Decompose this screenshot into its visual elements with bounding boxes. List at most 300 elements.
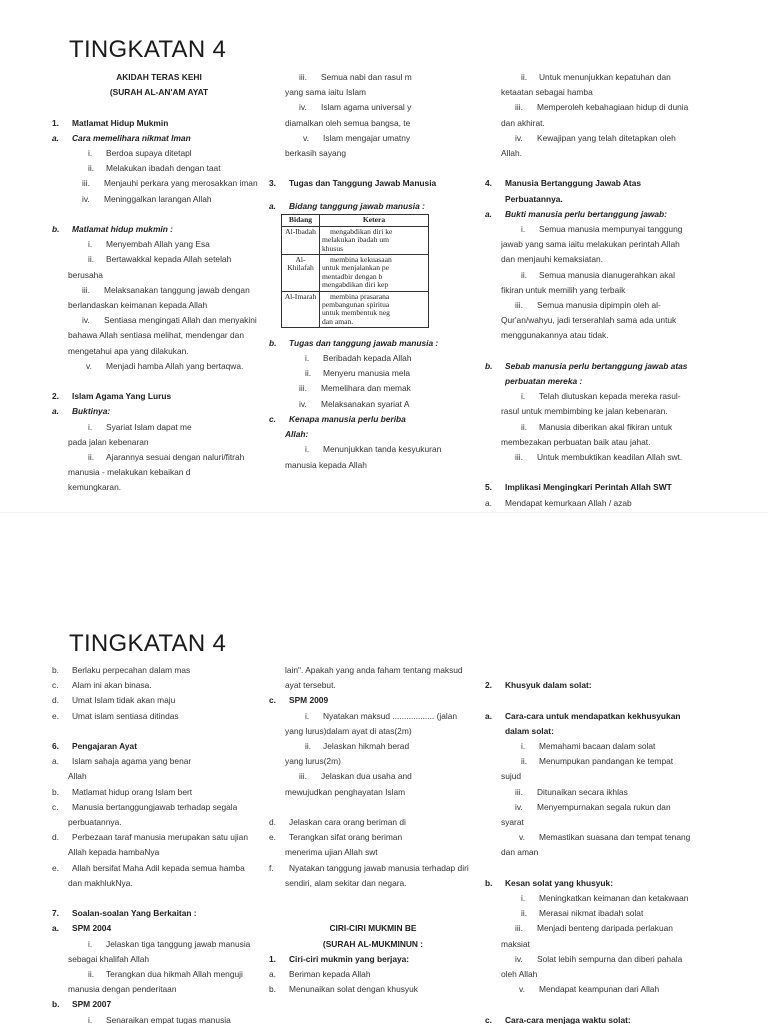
line-text: Ciri-ciri mukmin yang berjaya:	[289, 953, 410, 964]
list-item	[269, 100, 479, 115]
list-item	[52, 313, 266, 328]
line-text: manusia kepada Allah	[285, 459, 367, 470]
list-marker: v.	[303, 132, 309, 143]
list-marker: a.	[52, 923, 59, 934]
list-item	[485, 100, 700, 115]
list-marker: iii.	[515, 102, 523, 113]
line-text: Allah kepada hambaNya	[68, 847, 160, 858]
text-column-1	[52, 663, 266, 1024]
list-item	[52, 389, 266, 404]
spacer	[485, 344, 700, 359]
list-marker: 1.	[52, 117, 59, 128]
text-line	[52, 344, 266, 359]
line-text: Syariat Islam dapat me	[106, 421, 192, 432]
line-text: dalam solat:	[505, 725, 554, 736]
list-marker: d.	[52, 695, 59, 706]
list-item	[52, 176, 266, 191]
list-marker: i.	[305, 353, 310, 364]
text-line	[52, 480, 266, 495]
list-marker: b.	[52, 224, 60, 234]
list-item	[269, 442, 479, 457]
line-text: Umat Islam tidak akan maju	[72, 695, 176, 706]
list-item	[485, 176, 700, 191]
list-item	[269, 739, 477, 754]
spacer	[485, 161, 700, 176]
list-marker: iii.	[515, 300, 523, 311]
line-text: Jelaskan hikmah berad	[323, 741, 410, 752]
line-text: Manusia bertanggungjawab terhadap segala	[72, 801, 238, 812]
line-text: Berlaku perpecahan dalam mas	[72, 665, 191, 675]
list-marker: e.	[52, 710, 59, 721]
list-marker: a.	[485, 710, 492, 721]
table-cell-field: Al-Ibadah	[282, 226, 320, 254]
line-text: Allah bersifat Maha Adil kepada semua hamba	[72, 862, 245, 873]
list-item	[52, 252, 266, 267]
list-marker: e.	[52, 862, 59, 873]
list-marker: i.	[88, 1014, 93, 1024]
line-text: Bertawakkal kepada Allah setelah	[106, 254, 232, 265]
table-cell-line: membina prasarana	[330, 291, 390, 301]
list-marker: a.	[52, 406, 59, 417]
line-text: dan menjauhi kemaksiatan.	[501, 254, 603, 265]
line-text: Implikasi Mengingkari Perintah Allah SWT	[505, 482, 672, 493]
line-text: bahawa Allah sentiasa melihat, mendengar dan	[68, 330, 244, 341]
spacer	[485, 663, 700, 678]
list-item	[269, 693, 477, 708]
spacer	[52, 891, 266, 906]
line-text: Matlamat hidup mukmin :	[72, 224, 173, 234]
text-line	[52, 952, 266, 967]
list-marker: v.	[519, 832, 525, 843]
list-marker: iii.	[299, 771, 307, 782]
table-cell-description	[320, 255, 429, 292]
text-line	[269, 724, 477, 739]
list-item	[52, 800, 266, 815]
list-marker: c.	[52, 680, 59, 691]
text-line	[269, 754, 477, 769]
list-marker: a.	[485, 208, 492, 219]
page-title: TINGKATAN 4	[69, 630, 227, 657]
text-column-3	[485, 70, 700, 510]
list-marker: 6.	[52, 741, 59, 751]
line-text: Beribadah kepada Allah	[323, 353, 412, 364]
list-item	[485, 800, 700, 815]
list-marker: d.	[52, 832, 59, 843]
table-cell-line: untuk membentuk neg	[322, 308, 390, 318]
list-item	[485, 921, 700, 936]
line-text: Mendapat keampunan dari Allah	[539, 984, 660, 995]
list-marker: 2.	[52, 391, 59, 402]
text-line	[269, 427, 479, 442]
line-text: Ajarannya sesuai dengan naluri/fitrah	[106, 452, 245, 463]
list-item	[269, 412, 479, 427]
text-line	[485, 435, 700, 450]
line-text: berusaha	[68, 269, 103, 280]
line-text: pada jalan kebenaran	[68, 436, 149, 447]
line-text: Menyembah Allah yang Esa	[106, 239, 210, 250]
table-header: Ketera	[320, 215, 429, 226]
list-item	[269, 397, 479, 412]
list-item	[52, 1013, 266, 1024]
line-text: Allah:	[285, 429, 309, 440]
line-text: Tugas dan tanggung jawab manusia :	[289, 337, 439, 348]
list-marker: b.	[269, 337, 277, 348]
list-marker: 1.	[269, 953, 276, 964]
spacer	[269, 192, 479, 200]
list-item	[52, 283, 266, 298]
line-text: Menjadi hamba Allah yang bertaqwa.	[106, 360, 244, 371]
list-item	[485, 131, 700, 146]
list-marker: 7.	[52, 908, 59, 919]
list-marker: iii.	[299, 72, 307, 82]
line-text: ketaatan sebagai hamba	[501, 87, 593, 98]
list-marker: iii.	[515, 786, 523, 797]
text-line	[485, 237, 700, 252]
list-item	[269, 70, 479, 85]
text-line	[269, 785, 477, 800]
spacer	[485, 465, 700, 480]
line-text: Cara memelihara nikmat Iman	[72, 132, 191, 143]
line-text: yang lurus)dalam ayat di atas(2m)	[285, 725, 412, 736]
line-text: Meningkatkan keimanan dan ketakwaan	[539, 893, 689, 903]
line-text: Allah	[68, 771, 87, 782]
list-item	[485, 785, 700, 800]
list-marker: iv.	[82, 315, 90, 326]
table-row	[282, 291, 429, 328]
line-text: Jelaskan dua usaha and	[321, 771, 412, 782]
page-title: TINGKATAN 4	[69, 36, 227, 63]
list-item	[52, 693, 266, 708]
list-item	[269, 769, 477, 784]
line-text: Bukti manusia perlu bertanggung jawab:	[505, 208, 667, 219]
line-text: dan aman	[501, 847, 539, 858]
list-marker: ii.	[305, 368, 312, 379]
section-heading	[269, 921, 477, 936]
text-line	[52, 769, 266, 784]
line-text: manusia dengan penderitaan	[68, 984, 177, 995]
line-text: Islam Agama Yang Lurus	[72, 391, 172, 402]
list-marker: i.	[521, 893, 526, 903]
line-text: Islam mengajar umatny	[323, 132, 411, 143]
list-marker: ii.	[521, 421, 528, 432]
text-column-2	[269, 70, 479, 510]
line-text: maksiat	[501, 938, 530, 949]
line-text: Jelaskan cara orang beriman di	[289, 817, 406, 828]
line-text: Manusia Bertanggung Jawab Atas	[505, 178, 642, 189]
text-line	[485, 769, 700, 784]
line-text: Perbuatannya.	[505, 193, 563, 204]
line-text: Menunjukkan tanda kesyukuran	[323, 444, 442, 455]
text-line	[269, 458, 479, 473]
list-item	[485, 389, 700, 404]
list-item	[485, 709, 700, 724]
text-line	[485, 252, 700, 267]
list-item	[52, 222, 266, 237]
text-column-1	[52, 70, 266, 510]
list-item	[269, 176, 479, 191]
list-marker: 5.	[485, 482, 492, 493]
list-marker: iii.	[515, 923, 523, 934]
line-text: Alam ini akan binasa.	[72, 680, 152, 691]
list-marker: iv.	[299, 398, 307, 409]
line-text: Cara-cara untuk mendapatkan kekhusyukan	[505, 710, 681, 721]
list-item	[52, 131, 266, 146]
list-marker: ii.	[521, 72, 528, 82]
text-line	[52, 815, 266, 830]
line-text: menggunakannya atau tidak.	[501, 330, 609, 341]
list-marker: iv.	[515, 132, 523, 143]
line-text: Allah.	[501, 148, 522, 159]
line-text: Kesan solat yang khusyuk:	[505, 877, 613, 888]
document-page-2	[0, 512, 768, 1024]
line-text: Berdoa supaya ditetapl	[106, 148, 192, 158]
line-text: (SURAH AL-AN'AM AYAT	[109, 87, 209, 98]
list-marker: i.	[521, 740, 526, 751]
list-item	[52, 116, 266, 131]
list-marker: a.	[52, 756, 59, 767]
line-text: Menumpukan pandangan ke tempat	[539, 756, 674, 767]
spacer	[269, 161, 479, 176]
text-line	[485, 937, 700, 952]
table-cell-line: khusus	[322, 243, 344, 253]
text-line	[485, 146, 700, 161]
text-line	[485, 404, 700, 419]
text-line	[485, 192, 700, 207]
line-text: Memelihara dan memak	[321, 383, 411, 394]
line-text: perbuatannya.	[68, 817, 122, 828]
line-text: Beriman kepada Allah	[289, 969, 371, 980]
line-text: Menjauhi perkara yang merosakkan iman	[104, 178, 258, 189]
line-text: Nyatakan maksud .................. (jalan	[323, 710, 458, 721]
line-text: Solat lebih sempurna dan diberi pahala	[537, 953, 683, 964]
line-text: Soalan-soalan Yang Berkaitan :	[72, 908, 197, 919]
line-text: (SURAH AL-MUKMINUN :	[322, 938, 424, 949]
list-item	[52, 420, 266, 435]
table-cell-line: membina kekuasaan	[330, 255, 392, 265]
list-item	[485, 298, 700, 313]
text-column-2	[269, 663, 477, 1024]
list-item	[485, 450, 700, 465]
line-text: Memperoleh kebahagiaan hidup di dunia	[537, 102, 689, 113]
line-text: Khusyuk dalam solat:	[505, 680, 592, 691]
list-marker: ii.	[88, 163, 95, 174]
table-cell-description	[320, 226, 429, 254]
line-text: Pengajaran Ayat	[72, 741, 138, 751]
line-text: fikiran untuk memilih yang terbaik	[501, 284, 626, 295]
text-line	[52, 328, 266, 343]
line-text: Menyempurnakan segala rukun dan	[537, 801, 671, 812]
text-line	[52, 876, 266, 891]
table-row	[282, 226, 429, 254]
text-line	[269, 845, 477, 860]
line-text: Tugas dan Tanggung Jawab Manusia	[289, 178, 437, 189]
list-marker: i.	[521, 224, 526, 235]
line-text: Menyeru manusia mela	[323, 368, 411, 379]
line-text: syarat	[501, 817, 524, 827]
table-cell-line: mengabdikan diri kep	[322, 280, 389, 290]
list-marker: b.	[52, 999, 60, 1010]
list-item	[52, 450, 266, 465]
list-marker: iv.	[82, 193, 90, 204]
line-text: Ditunaikan secara ikhlas	[537, 786, 628, 797]
line-text: Memahami bacaan dalam solat	[539, 740, 656, 751]
line-text: Kenapa manusia perlu beriba	[289, 413, 406, 424]
list-item	[269, 982, 477, 997]
list-marker: iv.	[299, 102, 307, 113]
list-item	[485, 222, 700, 237]
list-item	[485, 207, 700, 222]
table-cell-line: pembangunan spiritua	[322, 300, 390, 310]
list-marker: b.	[52, 786, 59, 797]
line-text: Umat islam sentiasa ditindas	[72, 710, 179, 721]
line-text: Menunaikan solat dengan khusyuk	[289, 984, 418, 995]
list-marker: c.	[52, 801, 59, 812]
line-text: Jelaskan tiga tanggung jawab manusia	[106, 938, 251, 949]
list-item	[485, 952, 700, 967]
list-marker: c.	[269, 413, 276, 424]
line-text: Semua manusia dianugerahkan akal	[539, 269, 675, 280]
list-item	[485, 906, 700, 921]
table-cell-line: melakukan ibadah um	[322, 235, 390, 245]
text-line	[485, 374, 700, 389]
line-text: sebagai khalifah Allah	[68, 953, 150, 964]
list-marker: ii.	[88, 254, 95, 265]
line-text: mengetahui apa yang dilakukan.	[68, 345, 189, 356]
list-item	[52, 967, 266, 982]
list-marker: iii.	[515, 452, 523, 463]
line-text: Manusia diberikan akal fikiran untuk	[539, 421, 673, 432]
list-item	[52, 739, 266, 754]
line-text: Untuk membuktikan keadilan Allah swt.	[537, 452, 683, 463]
list-item	[269, 815, 477, 830]
list-marker: b.	[485, 360, 493, 371]
line-text: Qur'an/wahyu, jadi terserahlah sama ada untuk	[501, 315, 677, 326]
line-text: Senaraikan empat tugas manusia	[106, 1014, 231, 1024]
text-line	[485, 724, 700, 739]
table-cell-description	[320, 291, 429, 328]
list-marker: iii.	[299, 383, 307, 394]
section-heading	[52, 85, 266, 100]
list-item	[52, 754, 266, 769]
list-item	[269, 830, 477, 845]
list-marker: v.	[519, 984, 525, 995]
list-marker: e.	[269, 832, 276, 843]
list-item	[269, 351, 479, 366]
line-text: berlandaskan keimanan kepada Allah	[68, 300, 208, 311]
list-item	[269, 366, 479, 381]
text-column-3	[485, 663, 700, 1024]
text-line	[485, 845, 700, 860]
table-row	[282, 255, 429, 292]
line-text: ayat tersebut.	[285, 680, 336, 691]
text-line	[52, 845, 266, 860]
text-line	[269, 116, 479, 131]
line-text: Sentiasa mengingati Allah dan menyakini	[104, 315, 257, 326]
list-marker: 2.	[485, 680, 492, 691]
line-text: SPM 2009	[289, 695, 329, 706]
list-item	[52, 830, 266, 845]
list-item	[269, 131, 479, 146]
list-item	[52, 359, 266, 374]
line-text: Perbezaan taraf manusia merupakan satu ujian	[72, 832, 248, 843]
line-text: SPM 2004	[72, 923, 112, 934]
list-marker: 3.	[269, 178, 276, 189]
line-text: yang sama iaitu Islam	[285, 87, 366, 98]
list-marker: a.	[269, 201, 276, 212]
list-item	[485, 982, 700, 997]
list-item	[485, 268, 700, 283]
list-marker: i.	[521, 391, 526, 402]
list-item	[485, 830, 700, 845]
list-marker: ii.	[521, 756, 528, 767]
text-line	[485, 85, 700, 100]
list-item	[485, 891, 700, 906]
list-marker: iv.	[515, 953, 523, 964]
line-text: SPM 2007	[72, 999, 112, 1010]
line-text: Telah diutuskan kepada mereka rasul-	[539, 391, 681, 402]
list-marker: ii.	[521, 269, 528, 280]
list-item	[485, 678, 700, 693]
list-item	[269, 336, 479, 351]
list-marker: v.	[86, 360, 92, 371]
list-item	[269, 709, 477, 724]
section-heading	[52, 70, 266, 85]
spacer	[52, 100, 266, 115]
spacer	[269, 328, 479, 336]
list-marker: a.	[485, 497, 492, 508]
line-text: Melaksanakan tanggung jawab dengan	[104, 284, 250, 295]
list-item	[269, 952, 477, 967]
text-line	[485, 328, 700, 343]
list-marker: iii.	[82, 178, 90, 189]
line-text: manusia - melakukan kebaikan d	[68, 467, 191, 478]
list-item	[52, 404, 266, 419]
list-item	[52, 937, 266, 952]
line-text: Melakukan ibadah dengan taat	[106, 163, 221, 174]
spacer	[269, 891, 477, 906]
table-cell-field: Al-Khilafah	[282, 255, 320, 292]
line-text: diamalkan oleh semua bangsa, te	[285, 117, 411, 128]
text-line	[485, 967, 700, 982]
list-item	[52, 997, 266, 1012]
table-cell-line: dan aman.	[322, 316, 354, 326]
line-text: Nyatakan tanggung jawab manusia terhadap diri	[289, 862, 469, 873]
line-text: Melaksanakan syariat A	[321, 398, 410, 409]
list-marker: d.	[269, 817, 276, 828]
list-marker: i.	[305, 444, 310, 455]
list-item	[52, 161, 266, 176]
line-text: Semua manusia dipimpin oleh al-	[537, 300, 661, 311]
spacer	[485, 693, 700, 708]
list-item	[485, 496, 700, 510]
list-item	[52, 146, 266, 161]
table-cell-line: mengabdikan diri ke	[330, 226, 393, 236]
list-marker: i.	[88, 239, 93, 250]
line-text: Memastikan suasana dan tempat tenang	[539, 832, 691, 843]
line-text: Untuk menunjukkan kepatuhan dan	[539, 72, 671, 82]
line-text: oleh Allah	[501, 969, 538, 980]
line-text: dan makhlukNya.	[68, 877, 133, 888]
text-line	[485, 116, 700, 131]
table-cell-field: Al-Imarah	[282, 291, 320, 328]
list-marker: i.	[88, 938, 93, 949]
list-item	[485, 420, 700, 435]
line-text: dan akhirat.	[501, 117, 545, 128]
line-text: Matlamat Hidup Mukmin	[72, 117, 169, 128]
list-item	[485, 754, 700, 769]
list-item	[52, 921, 266, 936]
spacer	[485, 997, 700, 1012]
